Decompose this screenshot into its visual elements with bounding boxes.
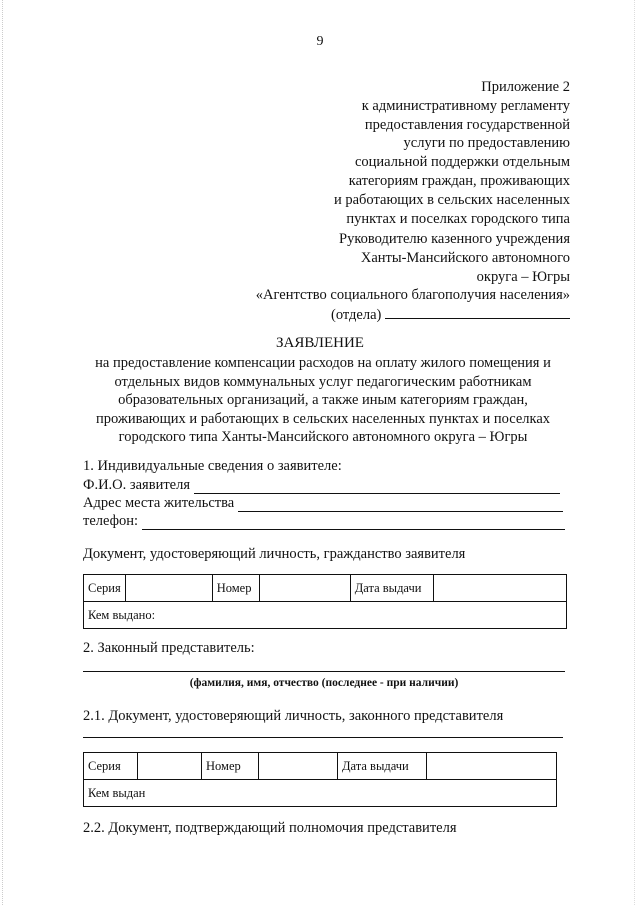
appendix-block	[210, 78, 570, 228]
section2-heading: 2. Законный представитель:	[83, 640, 255, 656]
series-label: Серия	[84, 753, 138, 780]
series-value-cell[interactable]	[138, 753, 202, 780]
number-label: Номер	[202, 753, 259, 780]
representative-doc-line[interactable]	[83, 737, 563, 738]
appendix-line: социальной поддержки отдельным	[354, 154, 570, 171]
issued-by-label: Кем выдано:	[88, 607, 156, 622]
appendix-line: предоставления государственной	[364, 116, 570, 133]
subtitle-line: образовательных организаций, а также иным категориям граждан,	[118, 392, 528, 408]
addressee-line: Ханты-Мансийского автономного	[360, 249, 570, 266]
fio-label: Ф.И.О. заявителя	[83, 477, 191, 493]
address-field	[83, 495, 563, 512]
number-label: Номер	[212, 575, 259, 602]
series-label: Серия	[84, 575, 126, 602]
appendix-line: пунктах и поселках городского типа	[346, 210, 570, 227]
dept-label: (отдела)	[331, 307, 382, 324]
subtitle-line: проживающих и работающих в сельских населенных пунктах и поселках	[95, 410, 551, 427]
address-blank-line[interactable]	[238, 499, 563, 512]
addressee-block	[210, 230, 570, 325]
table-row	[84, 575, 567, 602]
subtitle-line: городского типа Ханты-Мансийского автономного округа – Югры	[118, 429, 528, 445]
phone-field	[83, 513, 565, 530]
section1-heading: 1. Индивидуальные сведения о заявителе:	[83, 458, 342, 474]
number-value-cell[interactable]	[259, 575, 350, 602]
number-value-cell[interactable]	[259, 753, 338, 780]
appendix-line: услуги по предоставлению	[403, 135, 570, 152]
dept-blank-line[interactable]	[385, 305, 570, 319]
representative-name-caption: (фамилия, имя, отчество (последнее - при наличии)	[189, 677, 459, 689]
appendix-line: категориям граждан, проживающих	[348, 172, 570, 189]
table-row	[84, 753, 557, 780]
applicant-doc-table	[83, 574, 567, 629]
representative-name-line[interactable]	[83, 671, 565, 672]
phone-label: телефон:	[83, 513, 139, 529]
section22-heading: 2.2. Документ, подтверждающий полномочия представителя	[83, 820, 457, 836]
fio-field	[83, 477, 560, 494]
subtitle-line: отдельных видов коммунальных услуг педагогическим работникам	[114, 373, 532, 390]
address-label: Адрес места жительства	[83, 495, 235, 511]
document-subtitle	[78, 354, 568, 447]
table-row	[84, 780, 557, 807]
addressee-line: Руководителю казенного учреждения	[339, 231, 570, 247]
phone-blank-line[interactable]	[142, 517, 565, 530]
date-label: Дата выдачи	[350, 575, 433, 602]
table-row	[84, 602, 567, 629]
date-label: Дата выдачи	[338, 753, 427, 780]
page-number: 9	[316, 34, 324, 49]
section21-heading: 2.1. Документ, удостоверяющий личность, законного представителя	[83, 708, 504, 724]
date-value-cell[interactable]	[433, 575, 566, 602]
scan-left-edge	[2, 0, 4, 905]
issued-by-cell[interactable]	[84, 780, 557, 807]
series-value-cell[interactable]	[125, 575, 212, 602]
document-title: ЗАЯВЛЕНИЕ	[276, 335, 364, 351]
addressee-line: «Агентство социального благополучия населения»	[255, 287, 570, 304]
appendix-line: Приложение 2	[481, 79, 570, 95]
date-value-cell[interactable]	[427, 753, 557, 780]
issued-by-label: Кем выдан	[88, 785, 146, 800]
addressee-line: округа – Югры	[476, 268, 570, 285]
subtitle-line: на предоставление компенсации расходов на оплату жилого помещения и	[95, 355, 551, 371]
applicant-doc-heading: Документ, удостоверяющий личность, гражданство заявителя	[83, 546, 466, 562]
scan-right-edge	[634, 0, 636, 905]
dept-field	[210, 305, 570, 325]
appendix-line: к административному регламенту	[361, 97, 570, 114]
appendix-line: и работающих в сельских населенных	[333, 191, 570, 208]
fio-blank-line[interactable]	[194, 481, 560, 494]
representative-doc-table	[83, 752, 557, 807]
issued-by-cell[interactable]	[84, 602, 567, 629]
